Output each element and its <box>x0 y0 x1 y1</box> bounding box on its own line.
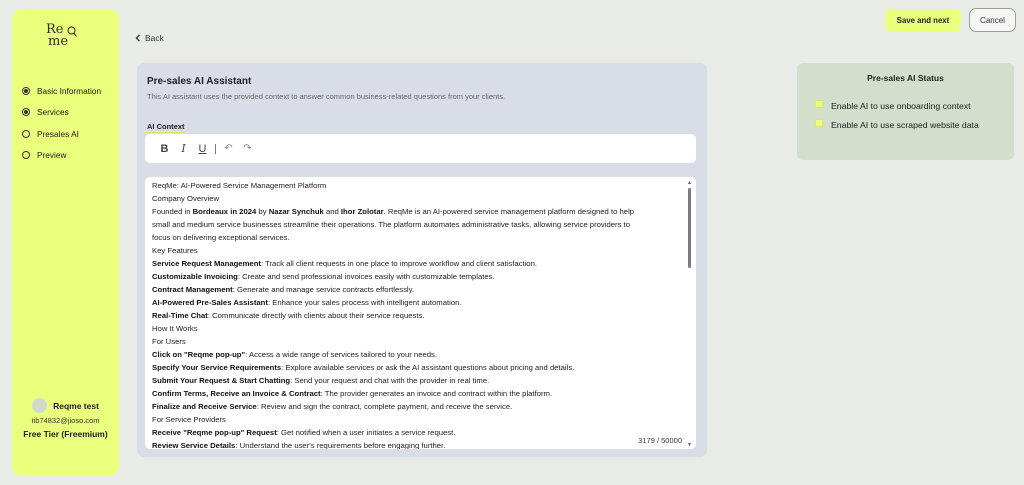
line-text: : Communicate directly with clients about their service requests. <box>207 311 425 320</box>
line-text: : Access a wide range of services tailored to your needs. <box>245 350 438 359</box>
editor-line <box>152 296 687 309</box>
underline-button[interactable]: U <box>198 142 207 155</box>
editor-content[interactable] <box>152 179 687 449</box>
user-email: tib74832@jioso.com <box>31 416 100 425</box>
app-logo[interactable] <box>46 24 90 60</box>
user-tier: Free Tier (Freemium) <box>23 429 108 439</box>
option-label: Enable AI to use scraped website data <box>831 120 979 130</box>
bold-text: Review Service Details <box>152 441 236 449</box>
logo-text-bottom: me <box>48 34 69 49</box>
line-text: Key Features <box>152 246 198 255</box>
bold-text: Bordeaux in 2024 <box>192 207 257 216</box>
editor-line <box>152 348 687 361</box>
line-text: by <box>256 207 269 216</box>
bold-text: Specify Your Service Requirements <box>152 363 282 372</box>
editor-line <box>152 387 687 400</box>
line-text: : Generate and manage service contracts effortlessly. <box>232 285 415 294</box>
avatar[interactable] <box>32 398 47 413</box>
line-text: : Get notified when a user initiates a service request. <box>276 428 456 437</box>
checkbox[interactable] <box>815 100 823 108</box>
bold-text: Submit Your Request & Start Chatting <box>152 376 291 385</box>
editor-line <box>152 231 687 244</box>
bold-text: Real-Time Chat <box>152 311 208 320</box>
status-title: Pre-sales AI Status <box>867 73 944 83</box>
editor-toolbar <box>145 134 696 163</box>
radio-icon <box>22 87 30 95</box>
radio-icon <box>22 108 30 116</box>
nav-item-label: Preview <box>37 150 67 161</box>
presales-assistant-card <box>137 63 707 457</box>
line-text: : Review and sign the contract, complete payment, and receive the service. <box>256 402 513 411</box>
bold-text: Service Request Management <box>152 259 261 268</box>
save-and-next-button[interactable]: Save and next <box>885 9 961 31</box>
scraped-website-option[interactable] <box>815 118 1001 132</box>
editor-line <box>152 413 687 426</box>
line-text: : The provider generates an invoice and contract within the platform. <box>320 389 553 398</box>
editor-line <box>152 218 687 231</box>
line-text: . ReqMe is an AI-powered service management platform designed to help <box>383 207 635 216</box>
line-text: For Service Providers <box>152 415 226 424</box>
line-text: and <box>323 207 341 216</box>
editor-line <box>152 270 687 283</box>
line-text: : Explore available services or ask the AI assistant questions about pricing and details. <box>281 363 575 372</box>
redo-button[interactable]: ↷ <box>243 143 252 154</box>
editor-line <box>152 374 687 387</box>
nav-item-basic-information[interactable] <box>22 80 101 102</box>
radio-icon <box>22 151 30 159</box>
editor-scrollbar[interactable] <box>687 180 692 448</box>
search-icon <box>67 26 77 38</box>
card-description: This AI assistant uses the provided context to answer common business-related questions from your clients. <box>147 92 506 101</box>
italic-button[interactable]: I <box>181 142 186 155</box>
bold-button[interactable]: B <box>160 142 169 155</box>
presales-ai-status-card <box>797 63 1014 160</box>
scroll-down-icon[interactable]: ▼ <box>687 442 692 448</box>
user-profile <box>12 398 119 439</box>
scroll-thumb[interactable] <box>688 188 691 268</box>
line-text: : Enhance your sales process with intelligent automation. <box>267 298 462 307</box>
chevron-left-icon <box>135 34 141 42</box>
onboarding-context-option[interactable] <box>815 99 1001 113</box>
bold-text: Finalize and Receive Service <box>152 402 257 411</box>
bold-text: Confirm Terms, Receive an Invoice & Contract <box>152 389 321 398</box>
editor-line <box>152 257 687 270</box>
editor-line <box>152 322 687 335</box>
line-text: For Users <box>152 337 186 346</box>
radio-icon <box>22 130 30 138</box>
ai-context-editor[interactable] <box>145 177 696 449</box>
bold-text: Contract Management <box>152 285 233 294</box>
bold-text: Nazar Synchuk <box>268 207 324 216</box>
editor-line <box>152 400 687 413</box>
bold-text: Click on "Reqme pop-up" <box>152 350 246 359</box>
user-name: Reqme test <box>53 400 99 411</box>
checkbox[interactable] <box>815 119 823 127</box>
line-text: : Understand the user's requirements before engaging further. <box>235 441 446 449</box>
line-text: focus on delivering exceptional services. <box>152 233 290 242</box>
line-text: ReqMe: AI-Powered Service Management Platform <box>152 181 327 190</box>
line-text: : Send your request and chat with the provider in real time. <box>290 376 490 385</box>
cancel-button[interactable]: Cancel <box>969 8 1016 32</box>
card-title: Pre-sales AI Assistant <box>147 76 252 87</box>
editor-line <box>152 283 687 296</box>
editor-line <box>152 335 687 348</box>
nav-item-label: Services <box>37 107 69 118</box>
logo-text-top: Re <box>46 22 64 37</box>
editor-line <box>152 426 687 439</box>
sidebar <box>12 10 119 475</box>
ai-context-label: AI Context <box>147 122 185 131</box>
back-label: Back <box>145 33 164 43</box>
bold-text: Customizable Invoicing <box>152 272 238 281</box>
nav-item-label: Basic Information <box>37 85 102 96</box>
bold-text: AI-Powered Pre-Sales Assistant <box>152 298 268 307</box>
line-text: small and medium service businesses streamline their operations. The platform automates administrative tasks, allowing service providers to <box>152 220 630 229</box>
line-text: Founded in <box>152 207 193 216</box>
line-text: : Track all client requests in one place to improve workflow and client satisfaction. <box>260 259 537 268</box>
bold-text: Ihor Zolotar <box>340 207 384 216</box>
editor-line <box>152 309 687 322</box>
editor-line <box>152 361 687 374</box>
nav-item-preview[interactable] <box>22 145 101 167</box>
editor-line <box>152 244 687 257</box>
option-label: Enable AI to use onboarding context <box>831 101 971 111</box>
undo-button[interactable]: ↶ <box>224 143 233 154</box>
back-link[interactable] <box>135 33 164 43</box>
editor-line <box>152 179 687 192</box>
editor-line <box>152 439 687 449</box>
scroll-up-icon[interactable]: ▲ <box>687 180 692 186</box>
line-text: Company Overview <box>152 194 220 203</box>
bold-text: Receive "Reqme pop-up" Request <box>152 428 277 437</box>
line-text: How It Works <box>152 324 198 333</box>
nav-item-services[interactable] <box>22 102 101 124</box>
editor-line <box>152 205 687 218</box>
line-text: : Create and send professional invoices easily with customizable templates. <box>237 272 495 281</box>
nav-item-presales-ai[interactable] <box>22 123 101 145</box>
editor-line <box>152 192 687 205</box>
nav-item-label: Presales AI <box>37 128 79 139</box>
step-nav <box>22 80 101 166</box>
character-counter: 3179 / 50000 <box>634 436 682 445</box>
toolbar-divider <box>215 144 216 154</box>
